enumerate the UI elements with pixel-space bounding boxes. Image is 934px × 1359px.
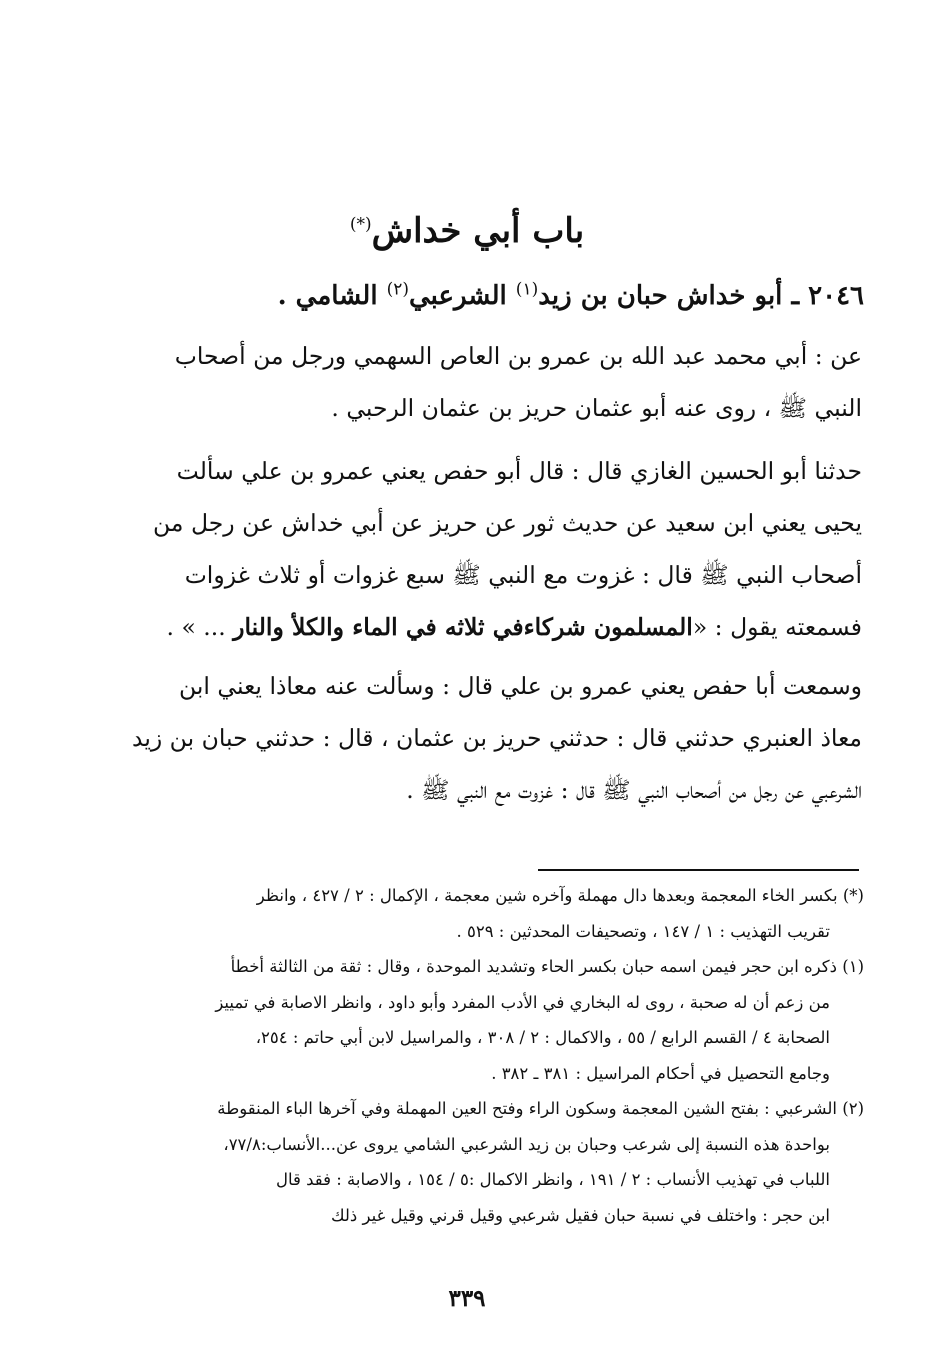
paragraph-line: يحيى يعني ابن سعيد عن حديث ثور عن حريز عن أبي خداش عن رجل من <box>153 509 862 537</box>
paragraph-hadith <box>102 445 862 653</box>
footnote-2-line: بواحدة هذه النسبة إلى شرعب وحبان بن زيد الشرعبي الشامي يروى عن...الأنساب:٧٧/٨، <box>223 1134 830 1154</box>
chapter-title-text: باب أبي خداش <box>371 211 585 251</box>
footnote-2-line: (٢) الشرعبي : بفتح الشين المعجمة وسكون الراء وفتح العين المهملة وفي آخرها الباء المنقوطة <box>217 1099 864 1118</box>
footnote-1-line: وجامع التحصيل في أحكام المراسيل : ٣٨١ ـ ٣٨٢ . <box>491 1063 830 1083</box>
footnote-star-line: (*) بكسر الخاء المعجمة وبعدها دال مهملة وآخره شين معجمة ، الإكمال : ٢ / ٤٢٧ ، وانظر <box>256 886 864 905</box>
footnote-star-line: تقريب التهذيب : ١ / ١٤٧ ، وتصحيفات المحدثين : ٥٢٩ . <box>456 921 830 941</box>
entry-name-part3: الشامي . <box>277 281 387 311</box>
page-number: ٣٣٩ <box>448 1285 486 1312</box>
chapter-title-note-marker: (*) <box>349 214 372 235</box>
paragraph-narrators <box>102 330 862 434</box>
paragraph-line: معاذ العنبري حدثني قال : حدثني حريز بن عثمان ، قال : حدثني حبان بن زيد <box>131 724 862 752</box>
entry-heading <box>64 270 864 322</box>
entry-number: ٢٠٤٦ ـ <box>782 281 864 311</box>
footnote-1-line: من زعم أن له صحبة ، روى له البخاري في الأدب المفرد وأبو داود ، وانظر الاصابة في تمييز <box>215 992 830 1012</box>
entry-name-part1: أبو خداش حبان بن زيد <box>538 281 783 311</box>
paragraph-line: النبي ﷺ ، روى عنه أبو عثمان حريز بن عثمان الرحبي . <box>331 394 862 422</box>
hadith-quote: المسلمون شركاءفي ثلاثه في الماء والكلأ والنار <box>233 613 693 641</box>
entry-name-part2: الشرعبي <box>409 281 516 311</box>
paragraph-line: أصحاب النبي ﷺ قال : غزوت مع النبي ﷺ سبع غزوات أو ثلاث غزوات <box>184 561 862 589</box>
entry-note-marker-1: (١) <box>515 279 539 300</box>
paragraph-line: الشرعبي عن رجل من أصحاب النبي ﷺ قال : غزوت مع النبي ﷺ . <box>406 776 862 804</box>
quote-intro: فسمعته يقول : « <box>692 613 862 641</box>
quote-end: ... » . <box>166 613 234 641</box>
chapter-title <box>0 203 934 259</box>
paragraph-line-quote <box>102 601 862 653</box>
paragraph-line: عن : أبي محمد عبد الله بن عمرو بن العاص السهمي ورجل من أصحاب <box>174 342 862 370</box>
footnote-1-line: (١) ذكره ابن حجر فيمن اسمه حبان بكسر الحاء وتشديد الموحدة ، وقال : ثقة من الثالثة أخطأ <box>230 957 864 976</box>
entry-note-marker-2: (٢) <box>386 279 410 300</box>
footnote-separator <box>538 869 859 871</box>
paragraph-narration-chain <box>102 660 862 816</box>
footnote-2-line: ابن حجر : واختلف في نسبة حبان فقيل شرعبي وقيل قرني وقيل غير ذلك <box>330 1205 830 1225</box>
footnotes <box>74 878 864 1233</box>
paragraph-line: وسمعت أبا حفص يعني عمرو بن علي قال : وسألت عنه معاذا يعني ابن <box>178 672 862 700</box>
footnote-1-line: الصحابة ٤ / القسم الرابع / ٥٥ ، والاكمال : ٢ / ٣٠٨ ، والمراسيل لابن أبي حاتم : ٢٥٤، <box>255 1028 830 1047</box>
paragraph-line: حدثنا أبو الحسين الغازي قال : قال أبو حفص يعني عمرو بن علي سألت <box>176 457 862 485</box>
footnote-2-line: اللباب في تهذيب الأنساب : ٢ / ١٩١ ، وانظر الاكمال :٥ / ١٥٤ ، والاصابة : فقد قال <box>275 1170 830 1189</box>
